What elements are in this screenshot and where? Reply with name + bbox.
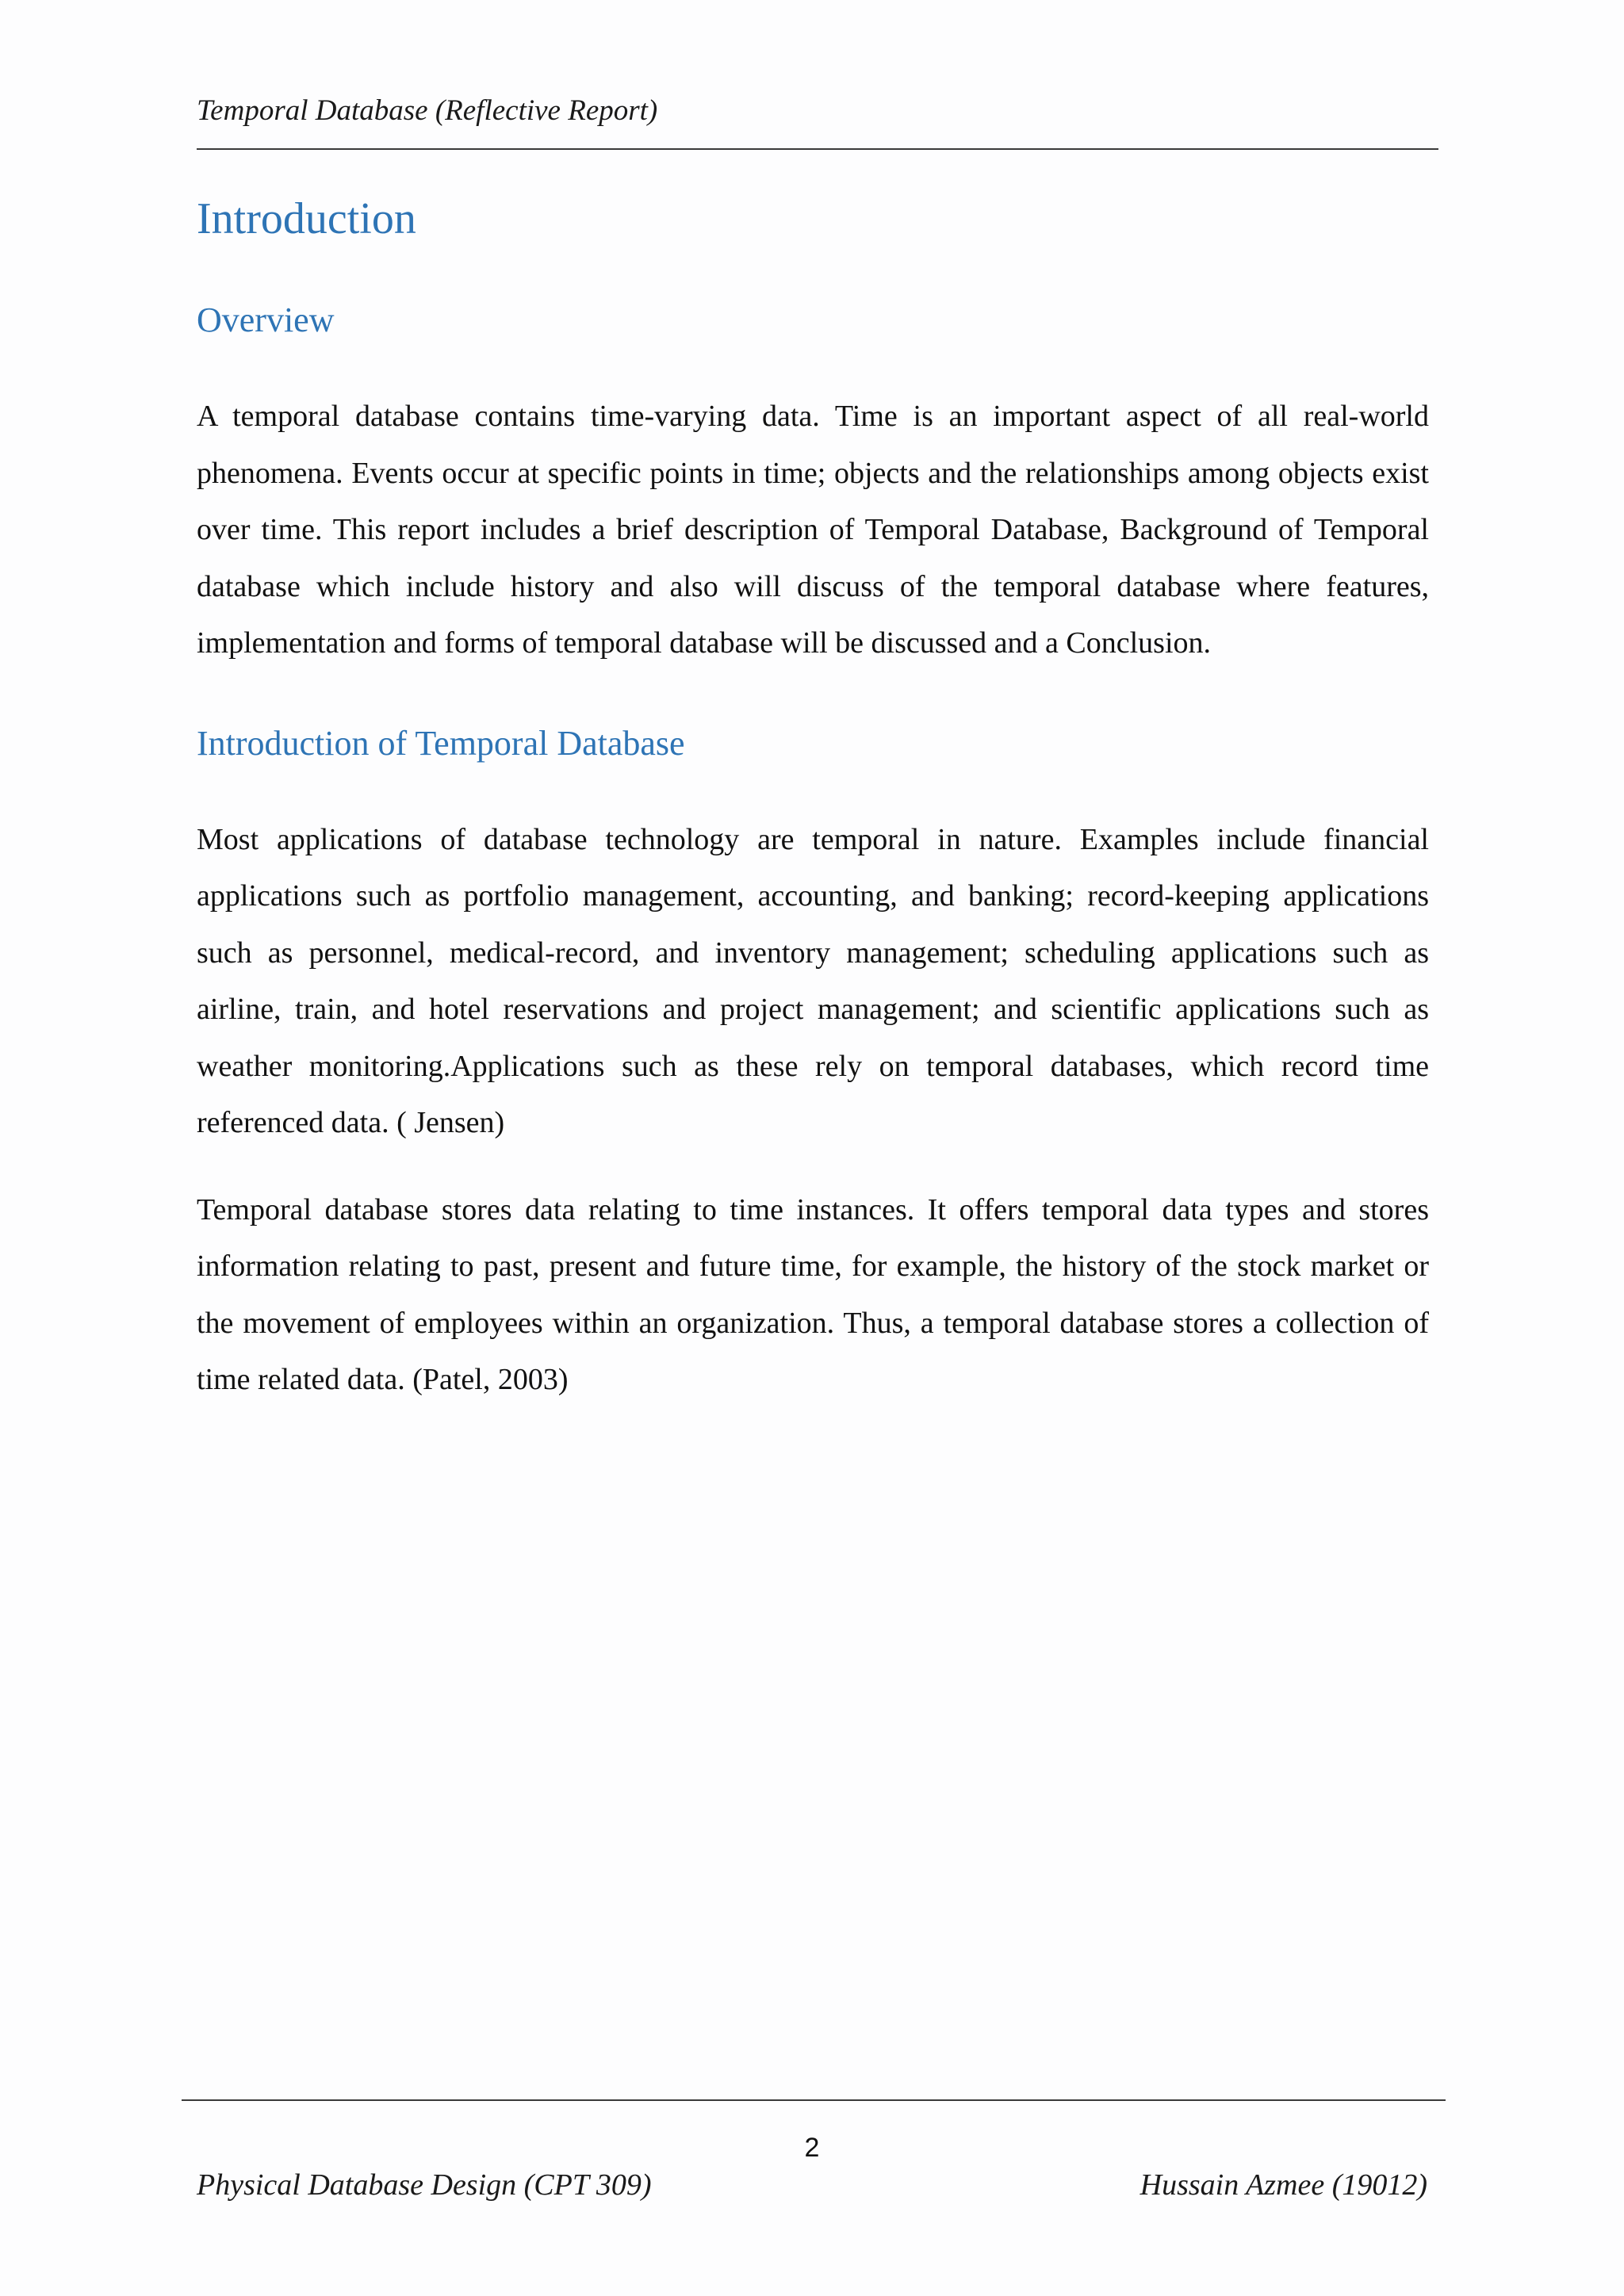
overview-paragraph: A temporal database contains time-varying data. Time is an important aspect of all real-world phenomena. Events occur at specific points in time; objects and the relationships among objects exist over time. This report includes a brief description of Temporal Database, Background of Temporal database which include history and also will discuss of the temporal database where features, implementation and forms of temporal database will be discussed and a Conclusion. xyxy=(197,400,1429,660)
footer-divider xyxy=(182,2099,1446,2101)
header-divider xyxy=(197,148,1438,150)
page-number: 2 xyxy=(804,2133,820,2163)
intro-temporal-database-heading: Introduction of Temporal Database xyxy=(197,723,685,763)
footer-author: Hussain Azmee (19012) xyxy=(1139,2168,1427,2202)
page-content xyxy=(197,190,1429,1409)
intro-temporal-paragraph-1: Most applications of database technology are temporal in nature. Examples include financial applications such as portfolio management, accounting, and banking; record-keeping applications such as personnel, medical-record, and inventory management; scheduling applications such as airline, train, and hotel reservations and project management; and scientific applications such as weather monitoring.Applications such as these rely on temporal databases, which record time referenced data. ( Jensen) xyxy=(197,822,1429,1139)
footer-course: Physical Database Design (CPT 309) xyxy=(197,2168,652,2202)
intro-temporal-paragraph-2: Temporal database stores data relating to time instances. It offers temporal data types and stores information relating to past, present and future time, for example, the history of the stock market or the movement of employees within an organization. Thus, a temporal database stores a collection of time related data. (Patel, 2003) xyxy=(197,1192,1429,1396)
section-title: Introduction xyxy=(197,194,416,243)
running-header: Temporal Database (Reflective Report) xyxy=(197,94,658,127)
overview-heading: Overview xyxy=(197,300,335,339)
